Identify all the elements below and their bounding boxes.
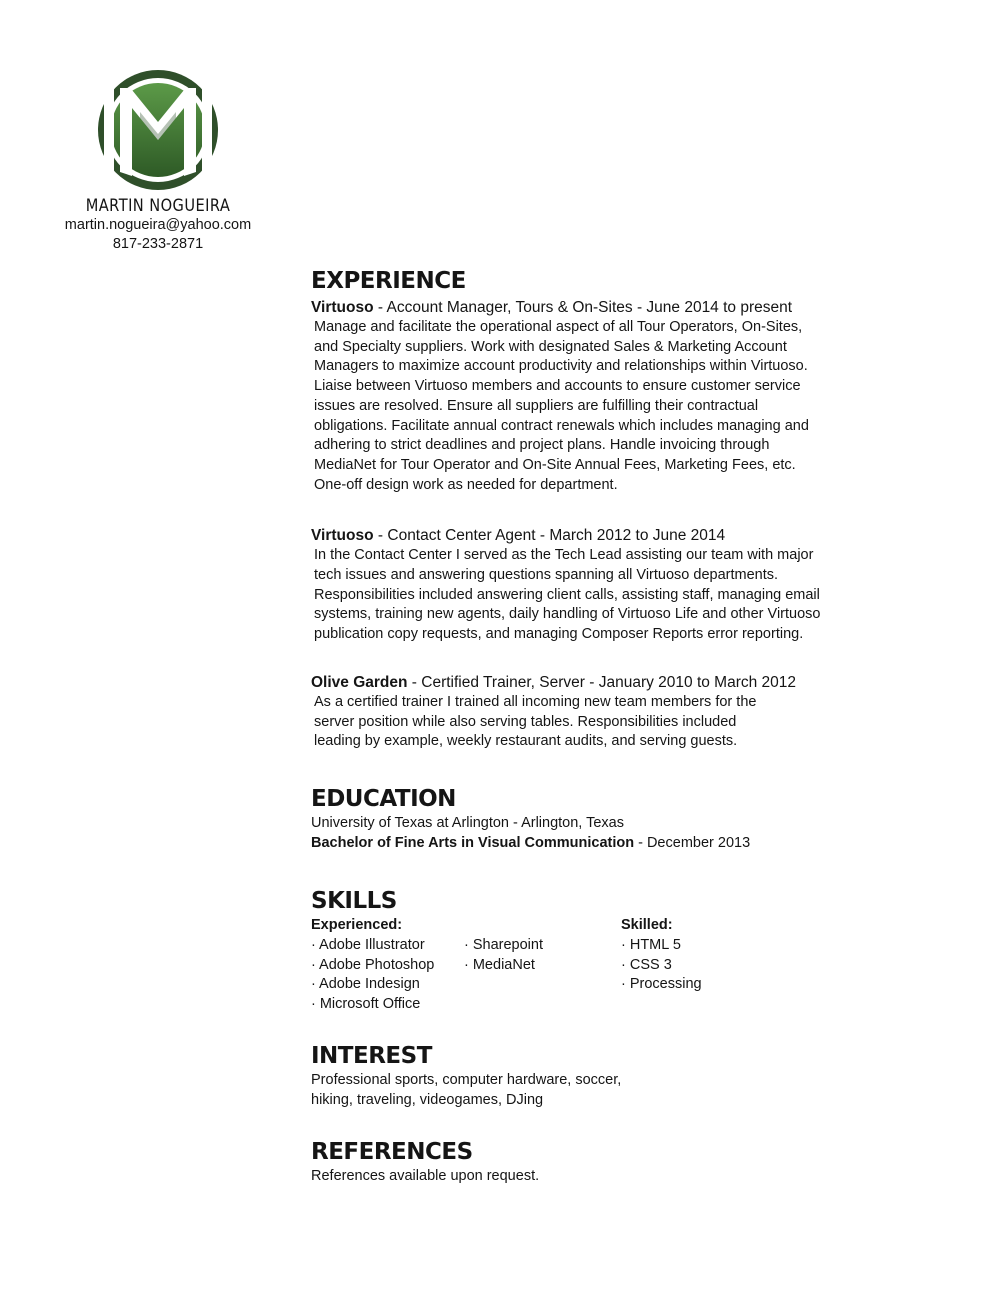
desc-line: tech issues and answering questions spanning all Virtuoso departments. [314,567,779,584]
references-text: References available upon request. [311,1167,540,1184]
interest-line: hiking, traveling, videogames, DJing [311,1092,544,1109]
desc-line: Responsibilities included answering client calls, assisting staff, managing email [314,586,820,603]
skill-item: · Adobe Indesign [311,976,420,993]
desc-line: server position while also serving tables. Responsibilities included [314,713,737,730]
desc-line: leading by example, weekly restaurant audits, and serving guests. [314,733,738,750]
job-title: Virtuoso - Contact Center Agent - March 2012 to June 2014 [311,527,726,545]
experienced-column [311,916,434,1015]
phone-text: 817-233-2871 [112,236,204,252]
experienced-label: Experienced: [311,917,403,934]
skill-item: · MediaNet [464,956,535,973]
resume-body [311,266,871,1186]
education-heading: EDUCATION [311,785,456,812]
job-description [311,693,871,752]
job-org: Olive Garden [311,673,408,691]
education-section [311,784,871,853]
desc-line: obligations. Facilitate annual contract renewals which includes managing and [314,417,809,434]
interest-section [311,1041,871,1110]
job-title: Olive Garden - Certified Trainer, Server - January 2010 to March 2012 [311,673,797,691]
skill-item: · HTML 5 [621,937,681,954]
desc-line: Manage and facilitate the operational aspect of all Tour Operators, On-Sites, [314,319,803,335]
job-entry [311,673,871,752]
school-line: University of Texas at Arlington - Arlington, Texas [311,814,624,831]
m-monogram-logo-icon [96,68,220,192]
references-section [311,1137,871,1187]
degree-name: Bachelor of Fine Arts in Visual Communication [311,834,635,851]
job-description [311,546,871,645]
skills-heading: SKILLS [311,888,397,915]
job-title: Virtuoso - Account Manager, Tours & On-Sites - June 2014 to present [311,299,793,316]
desc-line: Managers to maximize account productivity and relationships within Virtuoso. [314,358,808,375]
job-role: Account Manager, Tours & On-Sites - June 2014 to present [386,299,793,316]
email-text: martin.nogueira@yahoo.com [64,217,252,233]
desc-line: One-off design work as needed for department. [314,476,618,493]
interest-heading: INTEREST [311,1043,432,1070]
desc-line: and Specialty suppliers. Work with designated Sales & Marketing Account [314,338,787,355]
skill-item: · Processing [621,976,702,993]
skill-item: · CSS 3 [621,956,672,973]
job-role: Contact Center Agent - March 2012 to June 2014 [387,527,726,545]
desc-line: MediaNet for Tour Operator and On-Site Annual Fees, Marketing Fees, etc. [314,456,796,473]
desc-line: As a certified trainer I trained all incoming new team members for the [314,693,757,710]
skill-item: · Microsoft Office [311,996,421,1013]
desc-line: Liaise between Virtuoso members and accounts to ensure customer service [314,378,801,395]
desc-line: In the Contact Center I served as the Tech Lead assisting our team with major [314,547,814,564]
job-entry [311,298,871,495]
references-heading: REFERENCES [311,1138,473,1165]
job-entry [311,526,871,645]
job-org: Virtuoso [311,527,374,545]
skills-grid [311,916,871,1016]
skill-item: · Adobe Photoshop [311,956,435,973]
desc-line: systems, training new agents, daily handling of Virtuoso Life and other Virtuoso [314,606,821,623]
desc-line: publication copy requests, and managing Composer Reports error reporting. [314,626,804,643]
degree-line [311,834,871,854]
experience-section [311,266,871,752]
skill-item: · Adobe Illustrator [311,937,425,954]
degree-date: - December 2013 [634,834,751,851]
experienced-column-2 [464,936,543,975]
resume-header [40,68,276,254]
skilled-column [621,916,702,995]
job-role: Certified Trainer, Server - January 2010 to March 2012 [421,673,797,691]
job-org: Virtuoso [311,299,374,316]
experience-heading: EXPERIENCE [311,268,466,294]
job-description [311,318,871,495]
interest-line: Professional sports, computer hardware, soccer, [311,1072,622,1089]
candidate-name: MARTIN NOGUEIRA [85,196,231,216]
skilled-label: Skilled: [621,917,673,934]
skills-section [311,886,871,1016]
skill-item: · Sharepoint [464,937,543,954]
desc-line: issues are resolved. Ensure all suppliers are fulfilling their contractual [314,397,759,414]
desc-line: adhering to strict deadlines and project plans. Handle invoicing through [314,437,770,454]
